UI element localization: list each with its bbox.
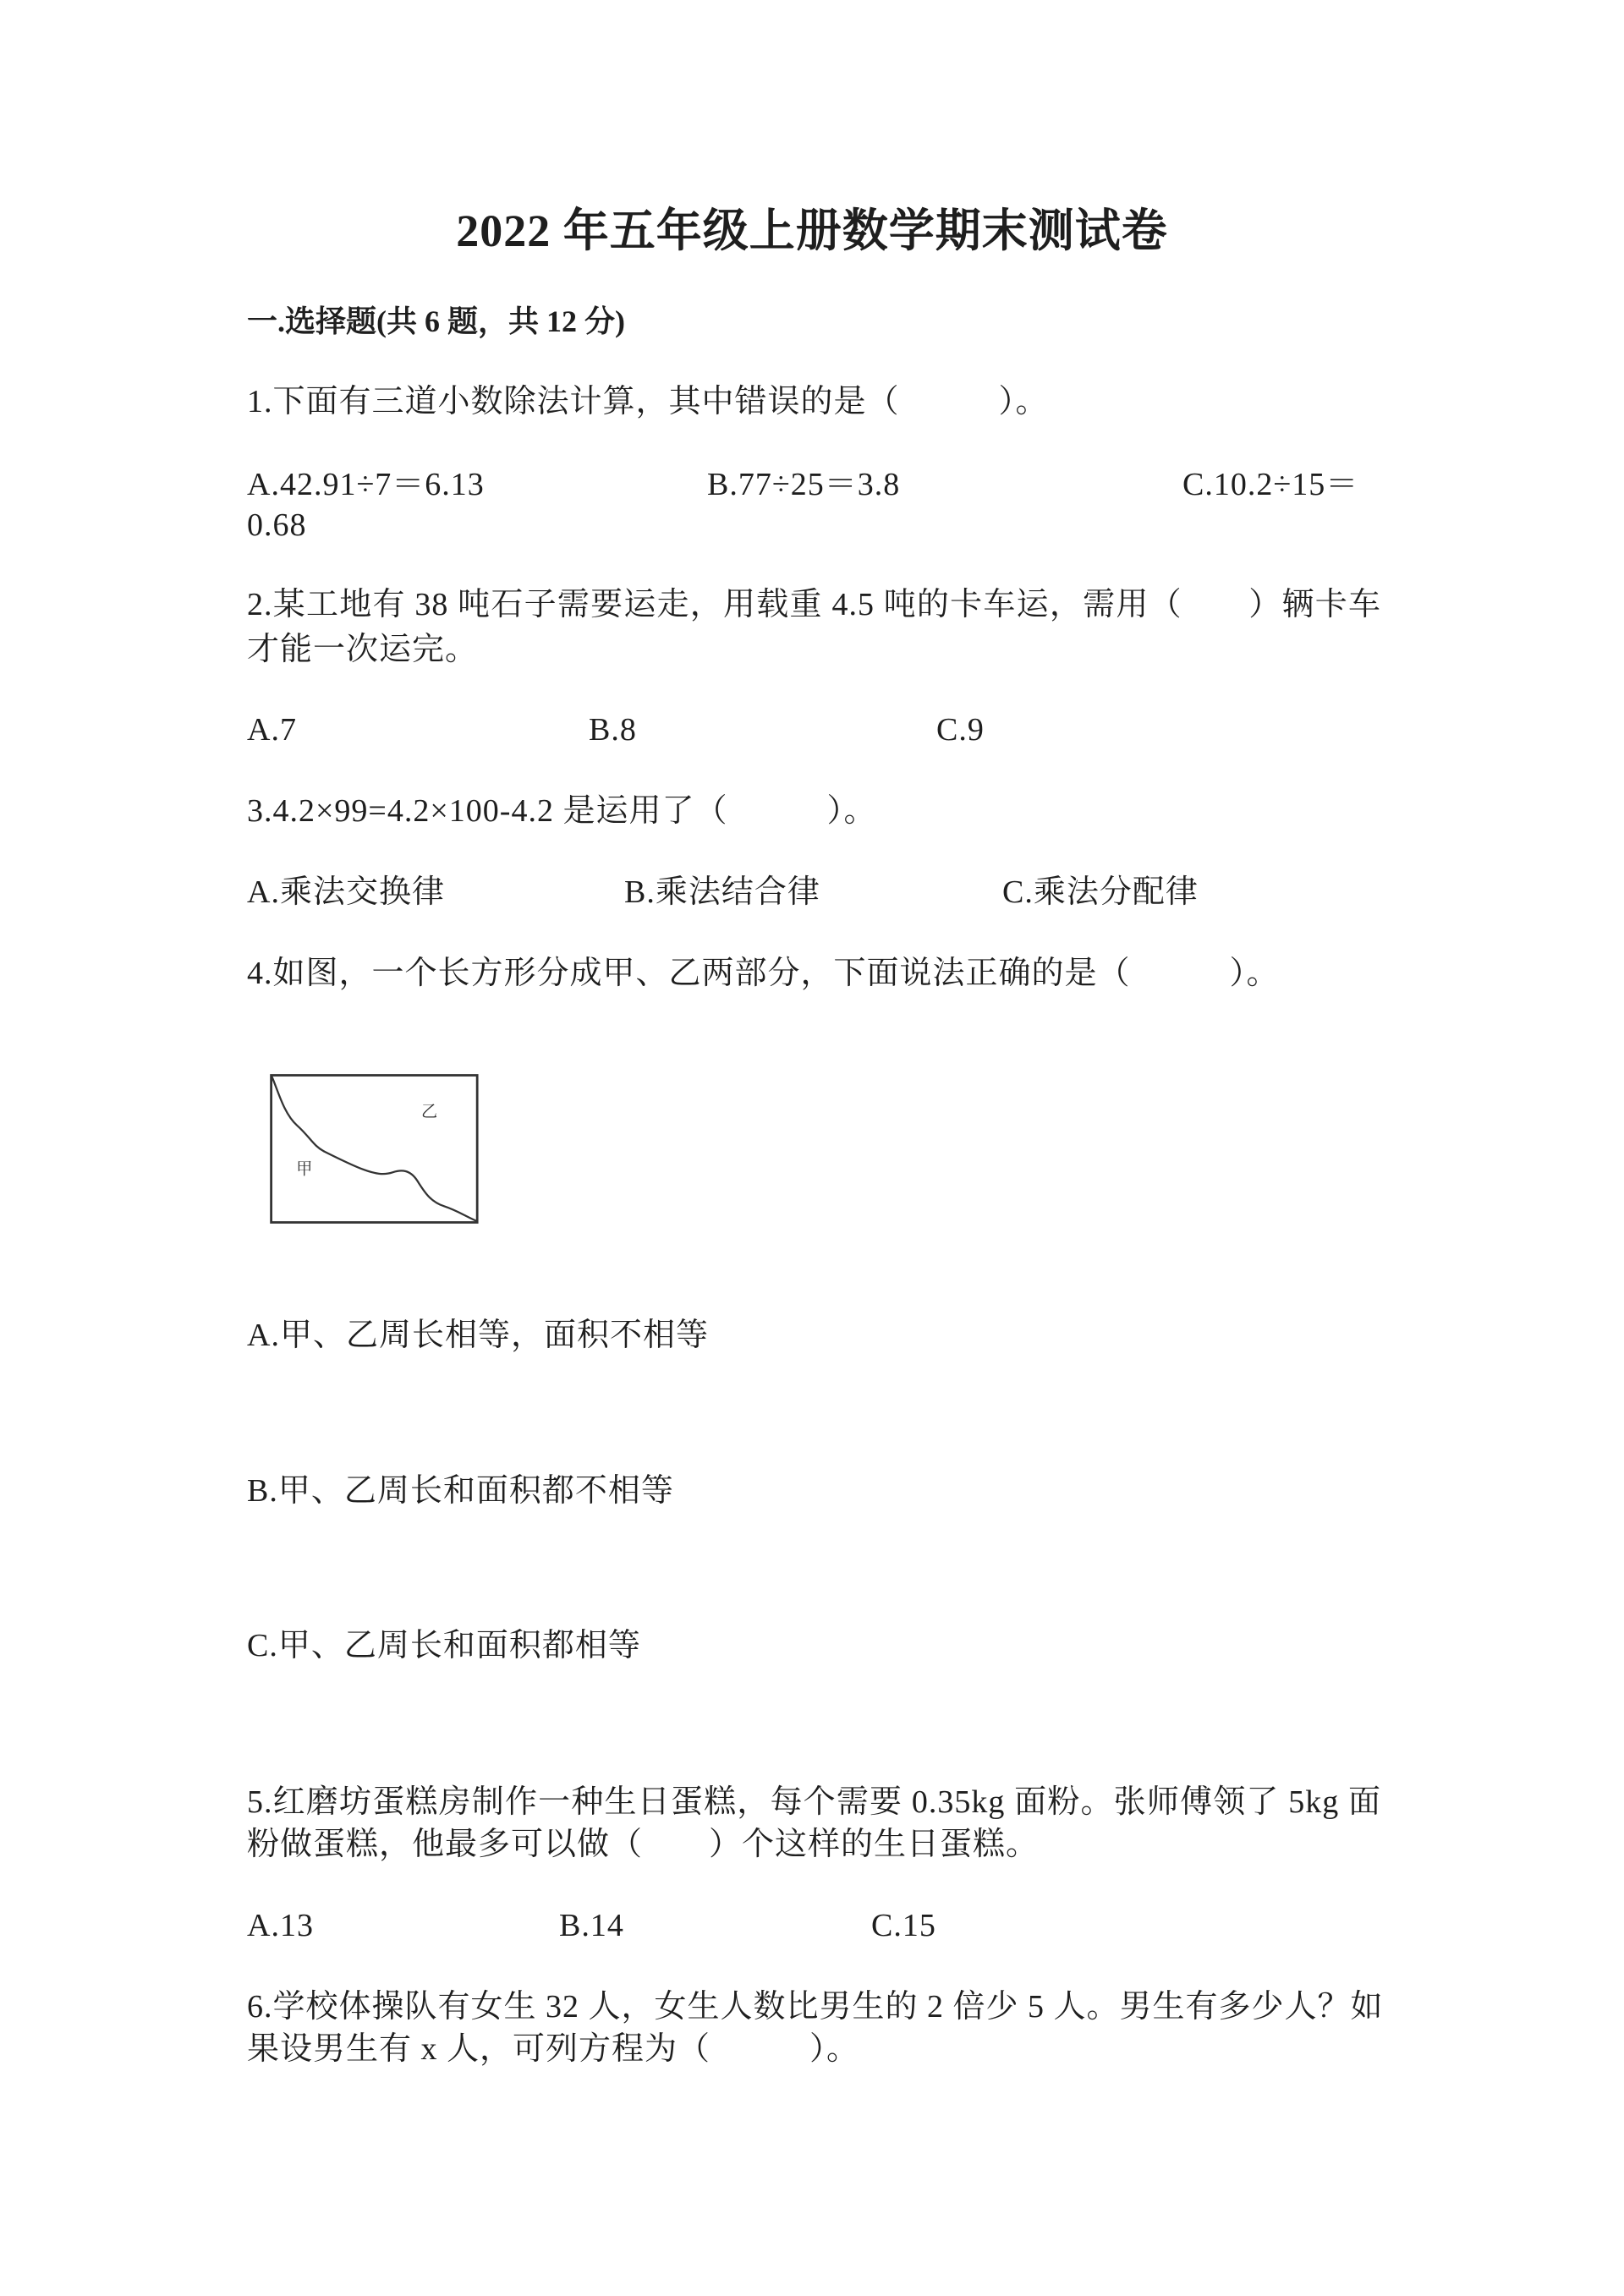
question-4-option-c: C.甲、乙周长和面积都相等 (247, 1628, 641, 1663)
question-1-option-c: C.10.2÷15＝ (1182, 467, 1359, 502)
question-5-option-c: C.15 (871, 1908, 936, 1943)
question-5-option-a: A.13 (247, 1908, 314, 1943)
question-4-option-a: A.甲、乙周长相等，面积不相等 (247, 1318, 709, 1353)
section-heading: 一.选择题(共 6 题，共 12 分) (247, 304, 625, 338)
question-1-option-b: B.77÷25＝3.8 (707, 467, 901, 502)
question-2-option-a: A.7 (247, 712, 297, 748)
question-2-stem-line-2: 才能一次运完。 (247, 632, 479, 667)
question-6-stem-line-1: 6.学校体操队有女生 32 人，女生人数比男生的 2 倍少 5 人。男生有多少人？如 (247, 1989, 1384, 2025)
question-4-stem: 4.如图，一个长方形分成甲、乙两部分，下面说法正确的是（ ）。 (247, 956, 1280, 991)
dividing-curve (272, 1077, 476, 1220)
question-3-stem: 3.4.2×99=4.2×100-4.2 是运用了（ ）。 (247, 793, 877, 829)
question-3-option-c: C.乘法分配律 (1002, 874, 1199, 910)
figure-label-yi: 乙 (421, 1101, 438, 1121)
figure-label-jia: 甲 (296, 1159, 313, 1179)
question-5-stem-line-1: 5.红磨坊蛋糕房制作一种生日蛋糕，每个需要 0.35kg 面粉。张师傅领了 5kg 面 (247, 1784, 1381, 1820)
question-3-option-a: A.乘法交换律 (247, 874, 445, 910)
rectangle-division-figure (269, 1072, 484, 1225)
question-1-stem: 1.下面有三道小数除法计算，其中错误的是（ ）。 (247, 384, 1049, 419)
question-2-stem-line-1: 2.某工地有 38 吨石子需要运走，用载重 4.5 吨的卡车运，需用（ ）辆卡车 (247, 587, 1381, 622)
question-2-option-b: B.8 (589, 712, 637, 748)
page-title: 2022 年五年级上册数学期末测试卷 (456, 205, 1168, 256)
question-3-option-b: B.乘法结合律 (624, 874, 820, 910)
question-2-option-c: C.9 (936, 712, 985, 748)
question-6-stem-line-2: 果设男生有 x 人，可列方程为（ ）。 (247, 2031, 860, 2067)
question-4-option-b: B.甲、乙周长和面积都不相等 (247, 1473, 674, 1509)
question-1-option-a: A.42.91÷7＝6.13 (247, 467, 485, 502)
rectangle-outline (272, 1076, 478, 1223)
question-5-option-b: B.14 (559, 1908, 624, 1943)
question-1-option-c-wrap: 0.68 (247, 507, 307, 543)
question-5-stem-line-2: 粉做蛋糕，他最多可以做（ ）个这样的生日蛋糕。 (247, 1827, 1040, 1862)
